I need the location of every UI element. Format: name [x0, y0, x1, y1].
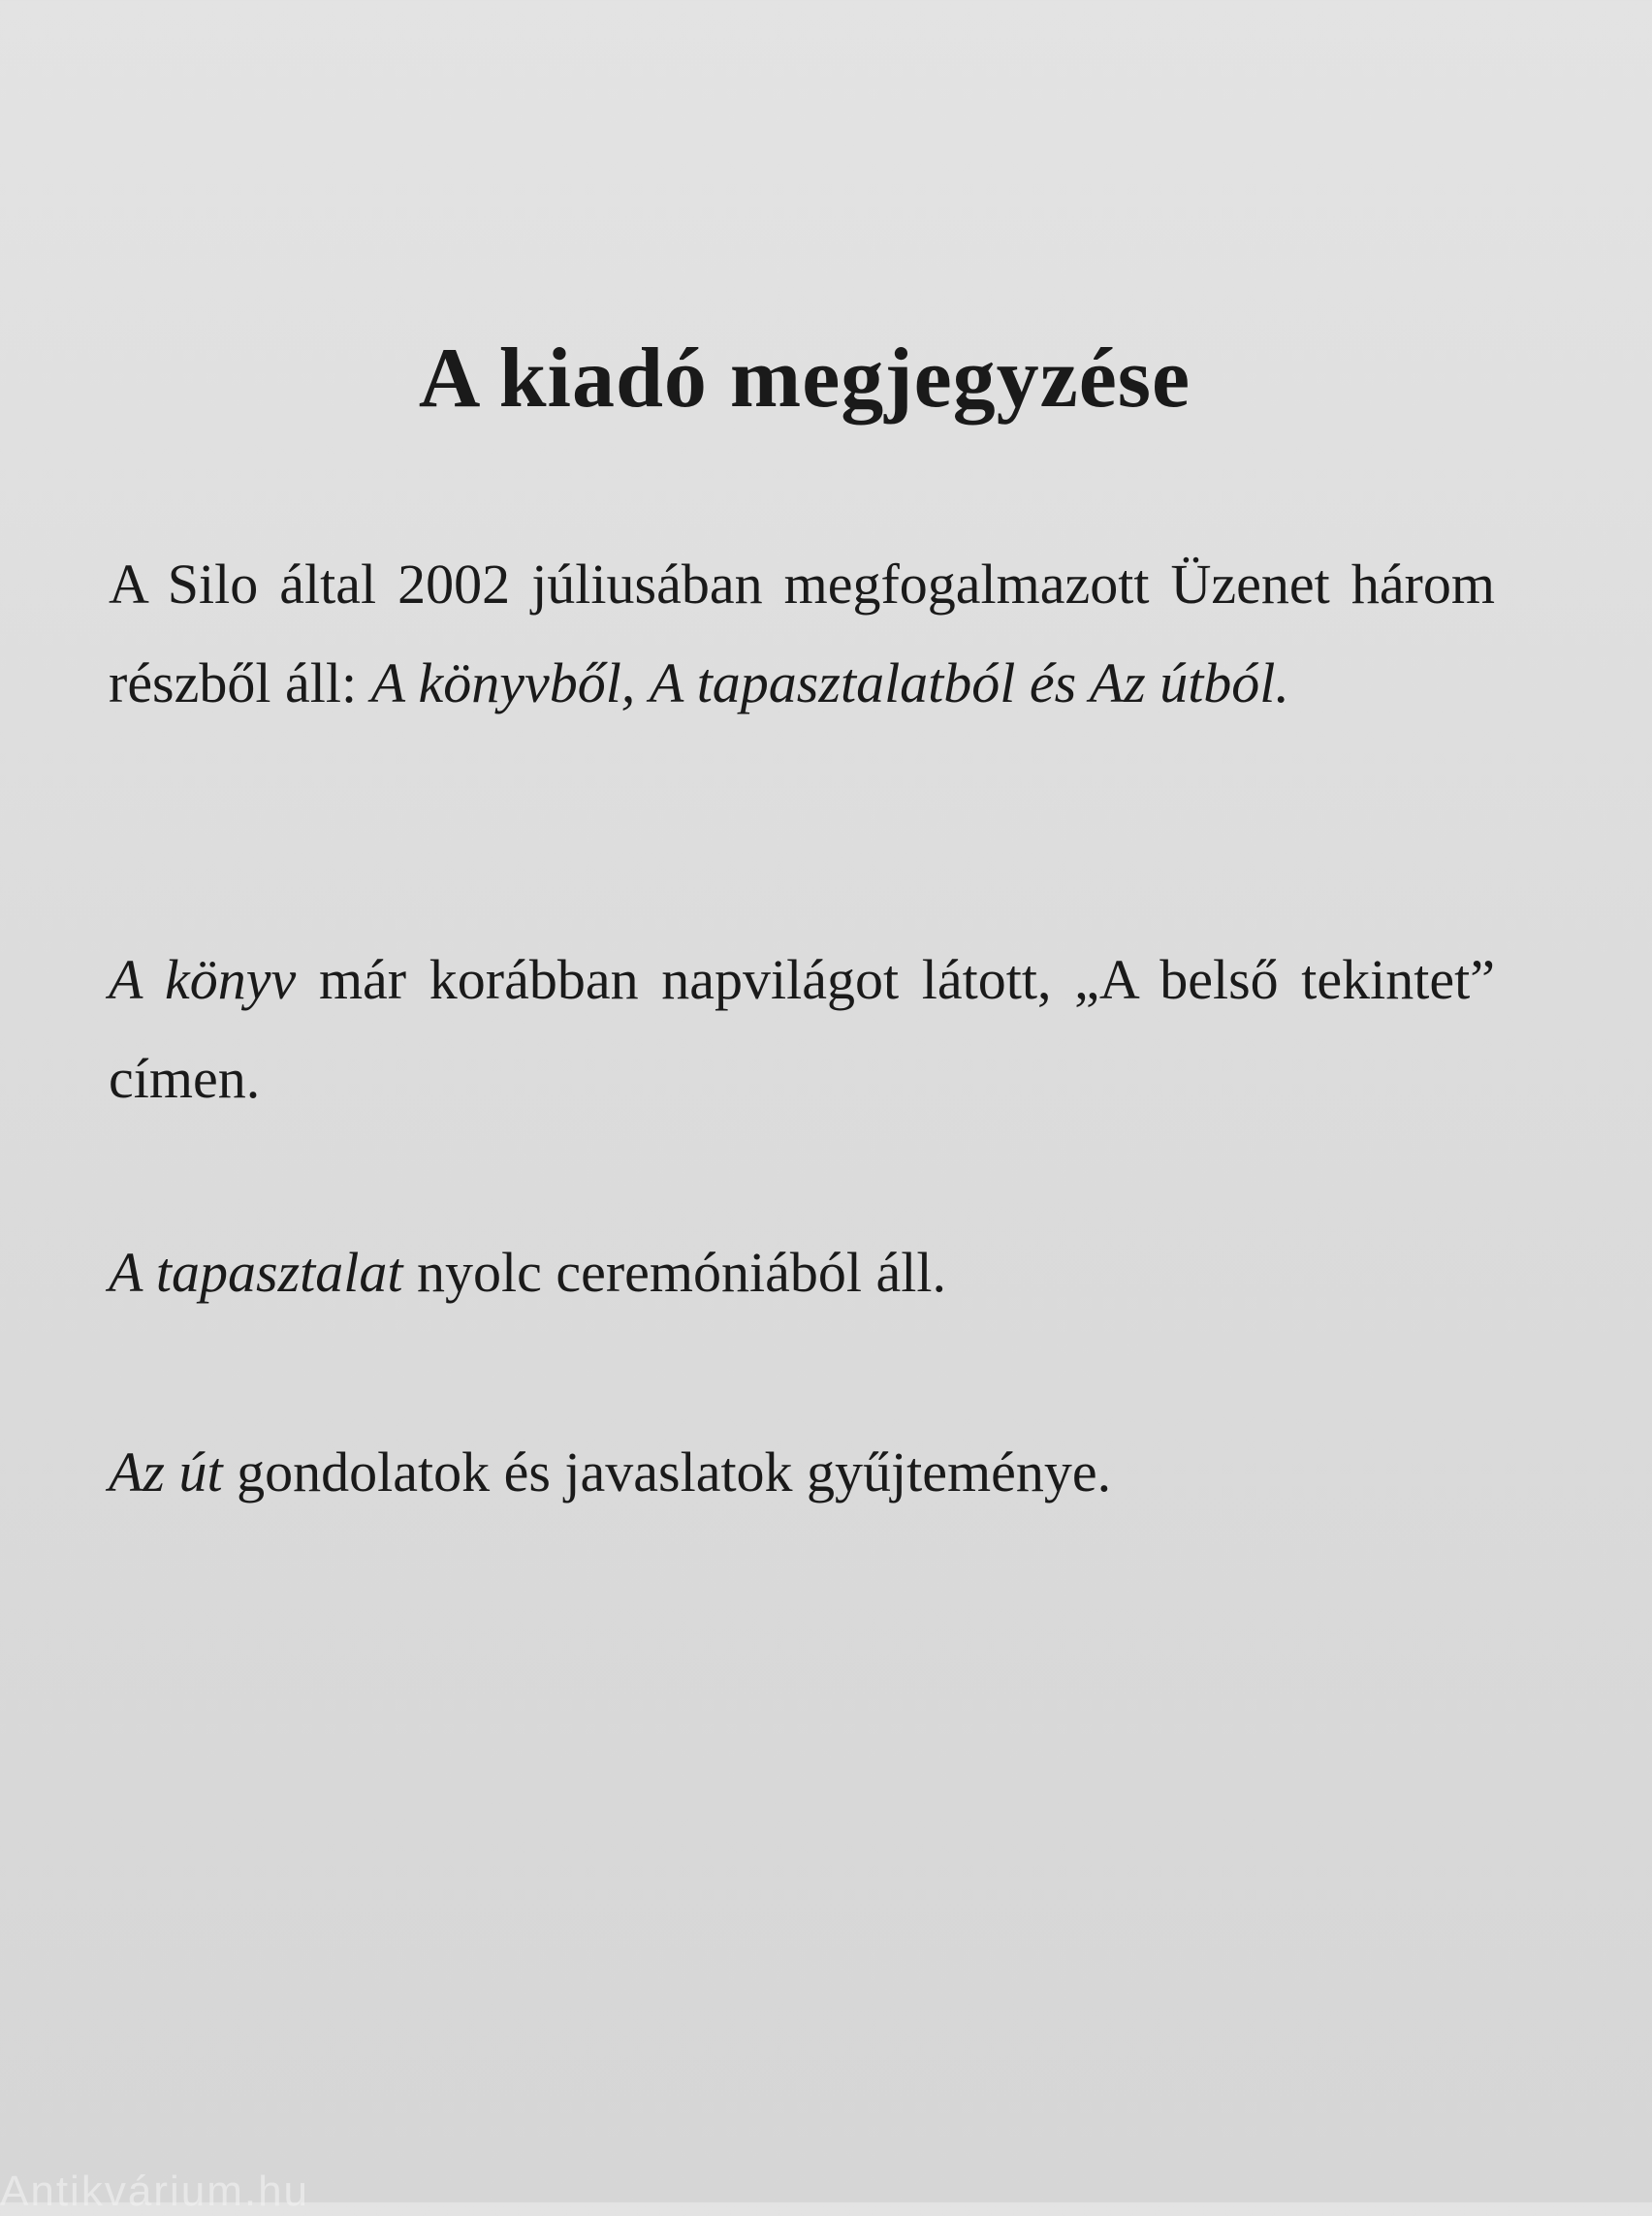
italic-title-path: és Az útból. — [1029, 651, 1289, 714]
paragraph-book — [109, 931, 1495, 1128]
paragraph-text: gondolatok és javaslatok gyűjteménye. — [222, 1440, 1112, 1504]
paragraph-text: már korábban napvilágot látott, „A belső tekintet” címen. — [109, 948, 1495, 1110]
paragraph-experience — [109, 1223, 1495, 1322]
paragraph-path — [109, 1423, 1495, 1522]
paragraph-text: nyolc ceremóniából áll. — [402, 1241, 946, 1304]
page-title: A kiadó megjegyzése — [418, 332, 1191, 426]
italic-title-experience: A tapasztalatból — [649, 651, 1016, 714]
italic-term: A könyv — [109, 948, 297, 1011]
italic-term: A tapasztalat — [109, 1241, 403, 1304]
paragraph-text — [1015, 651, 1030, 714]
paragraph-parts — [109, 535, 1495, 733]
italic-term: Az út — [109, 1440, 223, 1504]
paragraph-text — [635, 651, 650, 714]
watermark: Antikvárium.hu — [0, 2168, 310, 2215]
paragraph-text: A Silo által 2002 júliusában megfogalmazott Üzenet három részből áll: — [109, 553, 1495, 714]
italic-title-book: A könyvből, — [370, 651, 636, 714]
